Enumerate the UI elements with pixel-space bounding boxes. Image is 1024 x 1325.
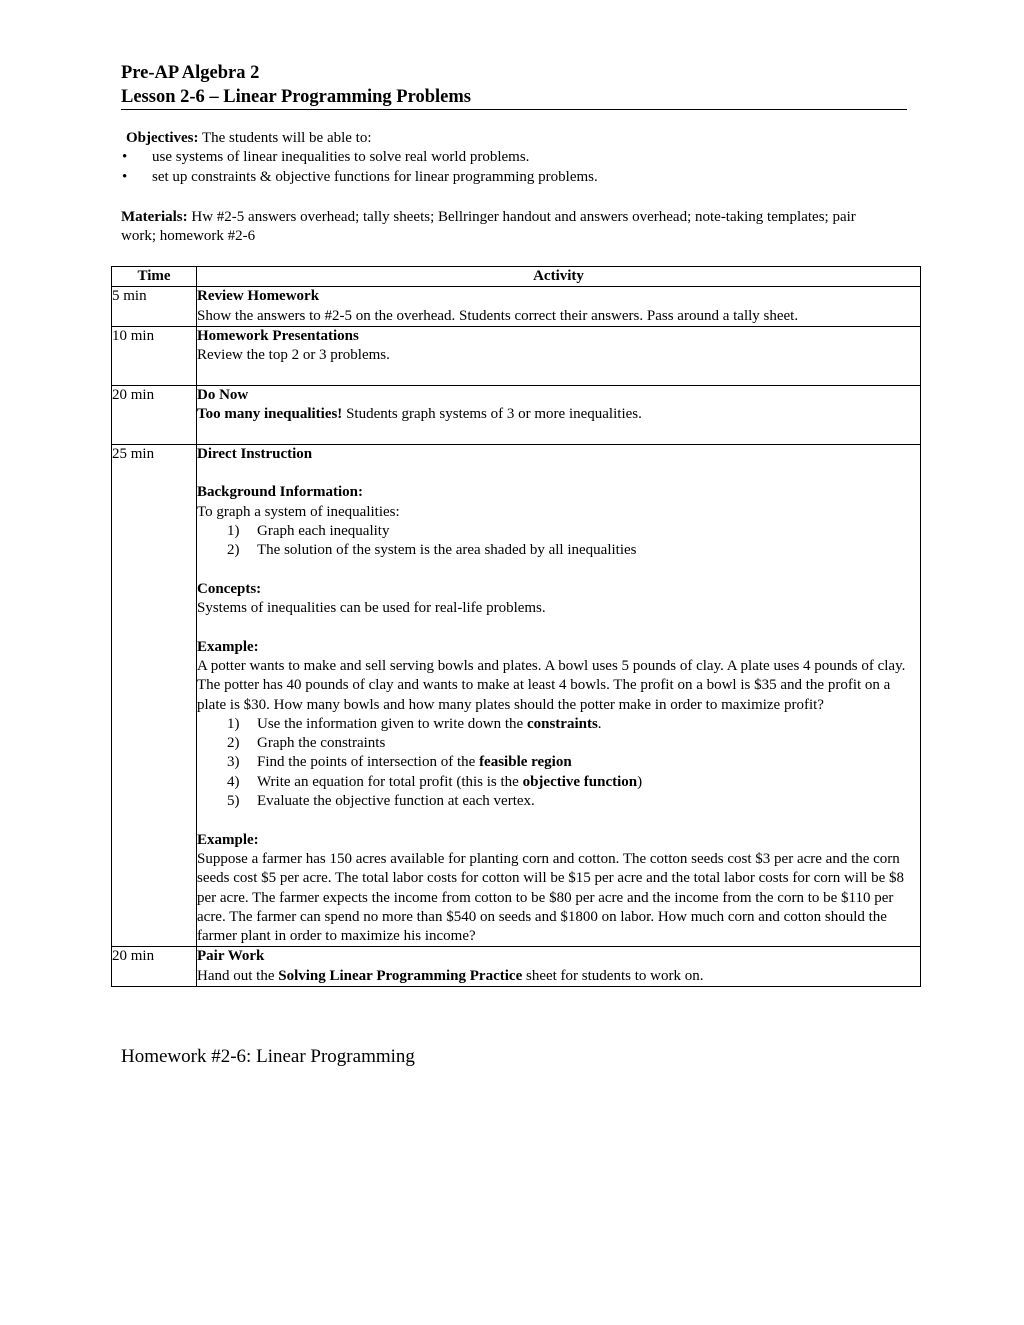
example-heading: Example: <box>197 831 259 848</box>
table-row <box>112 326 921 385</box>
example-heading: Example: <box>197 638 259 655</box>
objective-item: • set up constraints & objective functions for linear programming problems. <box>122 168 906 187</box>
list-item: 1) Use the information given to write down the constraints. <box>227 715 602 732</box>
time-cell: 20 min <box>112 385 197 444</box>
concepts-heading: Concepts: <box>197 580 262 597</box>
activity-cell <box>197 287 921 327</box>
materials-text: Hw #2-5 answers overhead; tally sheets; Bellringer handout and answers overhead; note-taking templates; pair work; homework #2-6 <box>121 209 856 245</box>
table-row <box>112 385 921 444</box>
time-cell: 25 min <box>112 444 197 947</box>
list-item: 5) Evaluate the objective function at each vertex. <box>227 793 535 810</box>
objectives-intro: The students will be able to: <box>198 130 372 146</box>
activity-text: Students graph systems of 3 or more inequalities. <box>342 406 642 423</box>
time-cell: 10 min <box>112 326 197 385</box>
objectives-label: Objectives: <box>126 130 199 146</box>
objectives-list <box>126 148 906 187</box>
activity-column-header: Activity <box>197 267 921 287</box>
activity-title: Pair Work <box>197 948 265 965</box>
activity-cell <box>197 444 921 947</box>
table-row <box>112 287 921 327</box>
document-header <box>121 61 907 110</box>
list-item: 1) Graph each inequality <box>227 522 390 539</box>
time-cell: 20 min <box>112 947 197 987</box>
example-text: Suppose a farmer has 150 acres available for planting corn and cotton. The cotton seeds cost $3 per acre and the corn seeds cost $5 per acre. The total labor costs for cotton will be $15 per acre and the total labor costs for corn will be $8 per acre. The farmer expects the income from cotton to be $80 per acre and the income from the corn to be $110 per acre. The farmer can spend no more than $540 on seeds and $1800 on labor. How much corn and cotton should the farmer plant in order to maximize his income? <box>197 850 904 945</box>
background-steps <box>197 522 920 561</box>
table-row <box>112 947 921 987</box>
example-steps <box>197 715 920 811</box>
activity-text: Hand out the Solving Linear Programming Practice sheet for students to work on. <box>197 967 704 984</box>
objectives-section <box>126 129 906 187</box>
activity-cell <box>197 947 921 987</box>
concepts-text: Systems of inequalities can be used for real-life problems. <box>197 600 546 617</box>
list-item: 2) The solution of the system is the area shaded by all inequalities <box>227 542 637 559</box>
activity-title: Homework Presentations <box>197 327 359 344</box>
example-text: A potter wants to make and sell serving bowls and plates. A bowl uses 5 pounds of clay. A plate uses 4 pounds of clay. The potter has 40 pounds of clay and wants to make at least 4 bowls. The profit on a bowl is $35 and the profit on a plate is $30. How many bowls and how many plates should the potter make in order to maximize profit? <box>197 657 906 713</box>
activity-cell <box>197 385 921 444</box>
activity-text: Review the top 2 or 3 problems. <box>197 347 390 364</box>
time-cell: 5 min <box>112 287 197 327</box>
background-heading: Background Information: <box>197 484 363 501</box>
table-row <box>112 444 921 947</box>
lesson-title: Lesson 2-6 – Linear Programming Problems <box>121 87 471 107</box>
activity-title: Do Now <box>197 386 249 403</box>
time-column-header: Time <box>112 267 197 287</box>
list-item: 3) Find the points of intersection of the feasible region <box>227 754 572 771</box>
course-title: Pre-AP Algebra 2 <box>121 63 260 83</box>
lesson-plan-table <box>111 266 921 987</box>
materials-section <box>121 208 861 247</box>
objective-item: • use systems of linear inequalities to solve real world problems. <box>122 148 906 167</box>
activity-title: Direct Instruction <box>197 445 313 462</box>
materials-label: Materials: <box>121 209 188 225</box>
table-header-row <box>112 267 921 287</box>
homework-heading: Homework #2-6: Linear Programming <box>121 1046 415 1067</box>
activity-text: Show the answers to #2-5 on the overhead. Students correct their answers. Pass around a tally sheet. <box>197 307 799 324</box>
activity-bold-lead: Too many inequalities! <box>197 406 343 423</box>
activity-cell <box>197 326 921 385</box>
activity-title: Review Homework <box>197 288 320 305</box>
list-item: 2) Graph the constraints <box>227 735 386 752</box>
list-item: 4) Write an equation for total profit (this is the objective function) <box>227 773 643 790</box>
background-intro: To graph a system of inequalities: <box>197 503 400 520</box>
